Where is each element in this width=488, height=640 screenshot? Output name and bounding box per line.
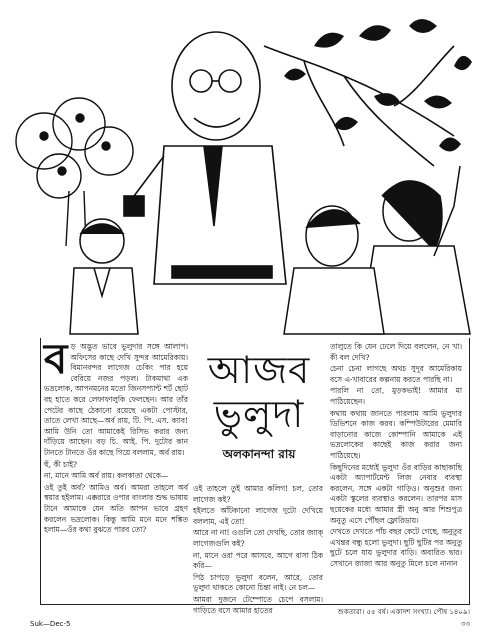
paragraph: হুঁ, কী চাই? [44, 459, 77, 469]
old-man-figure [124, 32, 286, 284]
boy-figure [70, 219, 138, 334]
story-author: অলকানন্দা রায় [222, 447, 296, 461]
paragraph: কথায় কথায় জানতে পারলাম আমি ভুলুদার ডিভিশনে কাজ করব। কম্পিউটারের মেমারি বাড়ানোর কাজে কোম্পানি আমাকে এই ভদ্রলোকের কাছেই কাজ করার জন্য পাঠিয়েছে। [330, 408, 462, 460]
paragraph: না, মানে আমি অর্ব রায়। কলকাতা থেকে— [44, 471, 169, 481]
man-figure [284, 206, 384, 334]
leafy-branch [264, 46, 454, 166]
story-title-line1: আজব [207, 348, 311, 392]
paragraph: হইলতে আঁটকানো লাগেজ দুটো দেখিয়ে বললাম, এই তো! [193, 506, 323, 526]
magazine-footer: শুকতারা। ৫৫ বর্ষ। একাদশ সংখ্যা। পৌষ ১৪০৯। ৩৩ [337, 608, 470, 628]
story-title-line2: ভুলুদা [213, 392, 305, 436]
paragraph: না, মানে ওরা পরে আসবে, আগে বাসা ঠিক করি— [193, 550, 323, 571]
paragraph: আমরা দুজনে টেম্পোতে চেপে বসলাম। গাড়িতে বসে আমার হাতের [193, 594, 323, 615]
article-column-2 [193, 484, 323, 615]
paragraph: ওই তাহলে তুই আমার কলিগ! চল, তোর লাগেজ কই? [193, 484, 323, 504]
story-title [196, 348, 322, 436]
drop-cap: ব [44, 334, 68, 383]
paragraph: তালুতে কি যেন ঢেলে দিয়ে বললেন, নে খা। কী বল দেখি? [330, 342, 462, 362]
paragraph: পিঠ চাপড়ে ভুলুদা বলেন, আরে, তোর ভুলুদা থাকতে কোনো চিন্তা নাই। নে চল— [193, 572, 323, 593]
article-column-1 [44, 334, 188, 604]
paragraph: ওই তুই অর্ব? আমিও অর্ব। আমরা তাহলে অর্ব স্বয়ার হইলাম। এক্করারে ওপার বাংলার শুদ্ধ ভাষায় টানে আমাকে যেন অতি আপন ভাবে গ্রহণ করলেন ভদ্রলোক। কিন্তু আমি মনে মনে শঙ্কিত হলাম—ওঁর কথা বুঝতে পারব তো? [44, 482, 188, 535]
paragraph: পারলি না তো, মুড়কভাই! আমার মা পাঠিয়েছেন। [330, 386, 462, 406]
story-illustration [14, 6, 476, 334]
paragraph: ড় অদ্ভুত ভাবে ভুলুদার সঙ্গে আলাপ। অফিসের কাছে দেখি সুন্দর আমেরিকায়। বিমানবন্দর লাগেজ চেকিং পার হয়ে বেরিয়ে নজর পড়ল। টাকমাথা এক ভদ্রলোক, আপনমনের মতো জিনসপ্যান্ট শর্ট ছোট বহ হাতে করে লেফাফালুকি ফেলছেন। আর তাঁর পেটের কাছে ঠেকানো রয়েছে একটা পোস্টার, তাতে লেখা আছে—অর্ব রায়, টি. পি. এস. ক্যাব! আমি উনি তো আমাকেই রিসিভ করার জন্য দাঁড়িয়ে আছেন। বড় চি. আই. পি. দুটোর কান টানতে টানতে ওঁর কাছে গিয়ে বললাম, অর্ব রায়। [44, 342, 188, 457]
leaves [284, 19, 472, 152]
paragraph: আরে না না! ওগুলি তো দেখছি, তোর জ্যাক্ লাগেজগুলি কই? [193, 528, 323, 548]
paragraph: দেখতে দেখতে পাঁচ বছর কেটে গেছে, অনুতুর এখন্তর বন্ধু হলো ভুলুদা। ছুটি ছুটির পর অনুতু ছুটে চলে যায় ভুলুদার বাড়ি। অবারিত দ্বার। সেখানে জাজা আর অনুতু মিলে চলে নানান [330, 527, 462, 568]
paragraph: চেনা চেনা লাগছে অথচ সুদূর আমেরিকায় বসে এ-খাবারের কল্পনায় করতে পারছি না। [330, 364, 462, 384]
paragraph: কিছুদিনের মধ্যেই ভুলুদা ওঁর বাড়ির কাছাকাছি একটা অ্যাপার্টমেন্ট লিজ নেবার ব্যবস্থা করলেন, সঙ্গে একটা গাড়িও। অনুশুর জন্য একটা স্কুলের ব্যবস্থাও করলেন। তারপর মাস ছয়েকের মধ্যে আমার স্ত্রী অনু আর শিশুপুত্র অনুতু এসে পৌঁছল ফ্লোরিডায়। [330, 462, 462, 525]
article-column-3 [330, 342, 462, 604]
print-code: Suk—Dec-5 [30, 620, 71, 628]
